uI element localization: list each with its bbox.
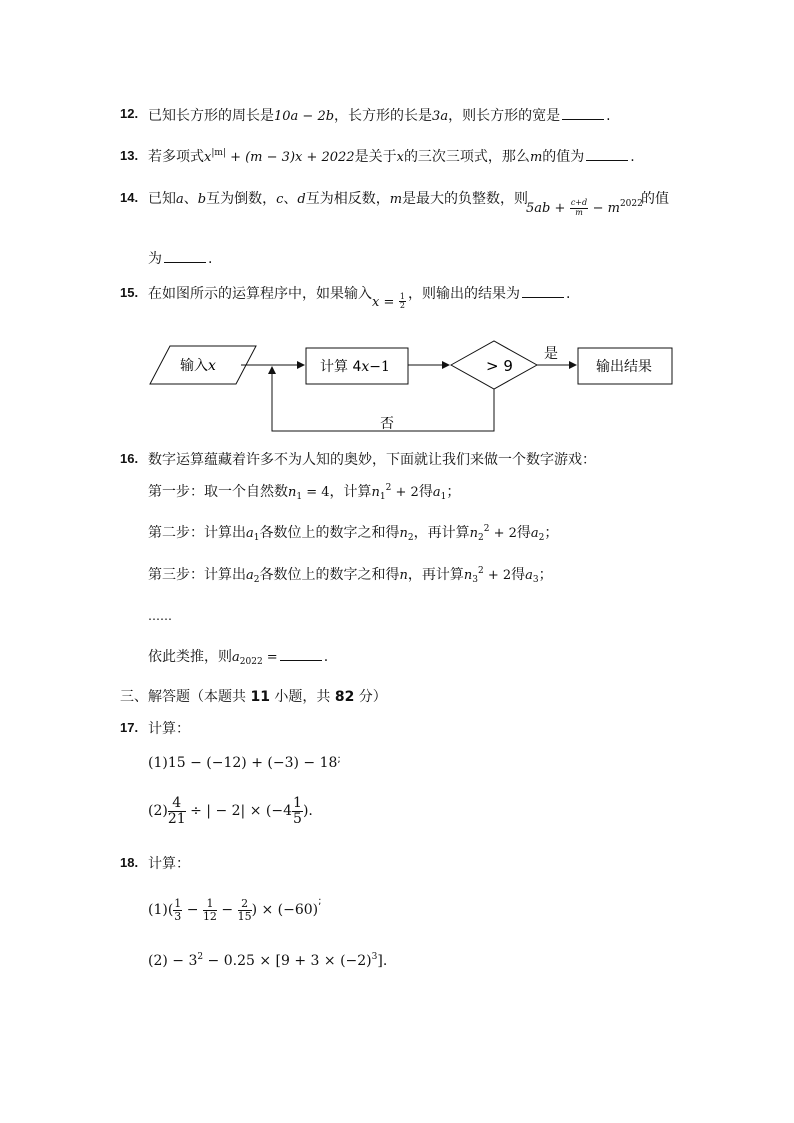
q18-title: 计算：	[148, 856, 190, 872]
q13-polynomial: + (m − 3)x + 2022	[225, 150, 355, 165]
q17-part2: (2) $\frac{4}{21}$ ÷ | − 2| × (−4 $\frac{1}{5}$ ).	[148, 795, 313, 827]
flowchart-no-label: 否	[380, 416, 394, 432]
q18-part2: $(2) - 3^2 - 0.25 \times [9 + 3 \times (-2)^3]$.	[148, 952, 388, 969]
q15-input-value: x = $\frac{1}{2}$	[372, 292, 405, 311]
q17-part1: (1)15 − (−12) + (−3) − 18;	[148, 754, 341, 771]
q12-perimeter-expr: 10a − 2b	[274, 109, 335, 124]
q16-answer-blank[interactable]	[280, 647, 322, 661]
q15-number: 15.	[120, 285, 139, 300]
q16-ellipsis: ……	[148, 609, 172, 623]
q16-number: 16.	[120, 451, 139, 466]
q14-fraction: $\frac{c+d}{m}$	[570, 198, 588, 217]
q16-intro: 数字运算蕴藏着许多不为人知的奥妙，下面就让我们来做一个数字游戏：	[148, 452, 596, 468]
q14-text: 已知a、b互为倒数，c、d互为相反数，m是最大的负整数，则	[148, 191, 529, 207]
q14-answer-blank[interactable]	[164, 249, 206, 263]
q17-number: 17.	[120, 720, 139, 735]
q17-title: 计算：	[148, 721, 190, 737]
q14-number: 14.	[120, 190, 139, 205]
q18-number: 18.	[120, 855, 139, 870]
q13-number: 13.	[120, 148, 139, 163]
q16-step1: 第一步：取一个自然数$n_1 = 4$，计算$n_1^2 + 2$得$a_1$；	[148, 483, 461, 502]
q15-text: 在如图所示的运算程序中，如果输入	[148, 286, 372, 302]
q18-part1: (1)( $\frac{1}{3}$ − $\frac{1}{12}$ − $\frac{2}{15}$ ) × (−60);	[148, 896, 322, 923]
flowchart-output-label: 输出结果	[596, 359, 652, 375]
q12-answer-blank[interactable]	[562, 106, 604, 120]
q14-expression: 5ab + $\frac{c+d}{m}$ − $m^{2022}$	[526, 198, 643, 217]
q16-step2: 第二步：计算出$a_1$各数位上的数字之和得$n_2$，再计算$n_2^2 + 2$得$a_2$；	[148, 524, 559, 543]
q14-text-2: 为 .	[148, 251, 213, 267]
q12-text: 已知长方形的周长是10a − 2b，长方形的长是3a，则长方形的宽是 .	[148, 108, 611, 124]
q13-answer-blank[interactable]	[586, 147, 628, 161]
q15-text-2: ，则输出的结果为 .	[408, 286, 571, 302]
flowchart-condition-label: > 9	[486, 357, 513, 375]
q17-fraction: $\frac{4}{21}$	[167, 795, 186, 827]
q17-mixed-fraction: $\frac{1}{5}$	[293, 795, 302, 827]
section-heading: 三、解答题（本题共 11 小题，共 82 分）	[120, 689, 387, 705]
flowchart-yes-label: 是	[544, 346, 558, 362]
q13-text: 若多项式$x^{|m|} + (m - 3)x + 2022$是关于x的三次三项式，那么m的值为 .	[148, 148, 635, 165]
q16-conclusion: 依此类推，则$a_{2022}$ = .	[148, 649, 329, 667]
flowchart	[0, 338, 794, 438]
q14-text-end: 的值	[641, 191, 669, 207]
q15-answer-blank[interactable]	[522, 284, 564, 298]
flowchart-calc-label: 计算 4x−1	[320, 359, 390, 375]
q12-length-expr: 3a	[432, 109, 449, 124]
q12-number: 12.	[120, 106, 139, 121]
flowchart-input-label: 输入x	[180, 358, 216, 374]
q16-step3: 第三步：计算出$a_2$各数位上的数字之和得n，再计算$n_3^2 + 2$得$a_3$；	[148, 566, 553, 585]
